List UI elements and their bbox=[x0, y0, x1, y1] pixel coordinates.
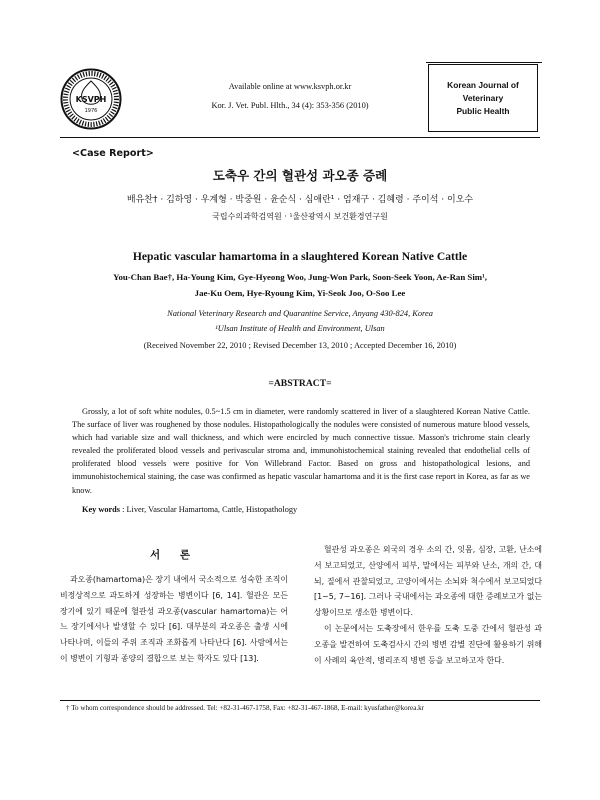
right-column bbox=[314, 542, 542, 668]
introduction-heading: 서 론 bbox=[150, 549, 198, 561]
affiliation-english-2: ¹Ulsan Institute of Health and Environment, Ulsan bbox=[215, 324, 385, 333]
intro-paragraph-3: 이 논문에서는 도축장에서 한우를 도축 도중 간에서 혈관성 과오종을 발견하여 도축검사시 간의 병변 감별 진단에 활용하기 위해 이 사례의 육안적, 병리조직 병변 등을 보고하고자 한다. bbox=[314, 623, 542, 665]
svg-text:KSVPH: KSVPH bbox=[75, 95, 107, 104]
keywords-line bbox=[82, 505, 532, 514]
authors-english-line-2: Jae-Ku Oem, Hye-Ryoung Kim, Yi-Seok Joo, O-Soo Lee bbox=[194, 288, 406, 298]
footnote-divider bbox=[60, 700, 540, 701]
abstract-heading: =ABSTRACT= bbox=[268, 378, 332, 389]
journal-name-line-1: Korean Journal of bbox=[447, 79, 519, 90]
title-korean: 도축우 간의 혈관성 과오종 증례 bbox=[212, 168, 388, 183]
journal-name-line-3: Public Health bbox=[456, 105, 510, 116]
article-type-label: <Case Report> bbox=[72, 148, 154, 159]
title-english: Hepatic vascular hamartoma in a slaughtered Korean Native Cattle bbox=[132, 250, 468, 263]
journal-citation: Kor. J. Vet. Publ. Hlth., 34 (4): 353-356 (2010) bbox=[211, 101, 369, 110]
authors-english-line-1: You-Chan Bae†, Ha-Young Kim, Gye-Hyeong Woo, Jung-Won Park, Soon-Seek Yoon, Ae-Ran Sim¹, bbox=[113, 272, 487, 282]
keywords-label: Key words bbox=[82, 505, 121, 514]
header-divider bbox=[60, 137, 540, 138]
left-column bbox=[60, 572, 288, 667]
intro-paragraph-1: 과오종(hamartoma)은 장기 내에서 국소적으로 성숙한 조직이 비정상적으로 과도하게 성장하는 병변이다 [6, 14]. 혈관은 모든 장기에 있기 때문에 혈관성 과오종(vascular hamartoma)는 어느 장기에서나 발생할 수 있다 [6]. 대부분의 과오종은 출생 시에 나타나며, 이들의 주위 조직과 조화롭게 나타난다 [6]. 사람에서는 이 병변이 기형과 종양의 결합으로 보는 학자도 있다 [13]. bbox=[60, 575, 288, 663]
journal-name-box bbox=[428, 64, 538, 132]
affiliation-korean: 국립수의과학검역원 · ¹울산광역시 보건환경연구원 bbox=[212, 212, 388, 221]
svg-text:1976: 1976 bbox=[84, 108, 98, 114]
society-logo-seal bbox=[60, 68, 122, 130]
keywords-list: : Liver, Vascular Hamartoma, Cattle, Histopathology bbox=[120, 505, 298, 514]
received-dates: (Received November 22, 2010 ; Revised December 13, 2010 ; Accepted December 16, 2010) bbox=[143, 341, 457, 350]
affiliation-english-1: National Veterinary Research and Quarantine Service, Anyang 430-824, Korea bbox=[167, 309, 433, 318]
correspondence-footnote: † To whom correspondence should be addressed. Tel: +82-31-467-1758, Fax: +82-31-467-1868, E-mail: kyusfather@korea.kr bbox=[66, 704, 425, 712]
intro-paragraph-2: 혈관성 과오종은 외국의 경우 소의 간, 잇몸, 심장, 고환, 난소에서 보고되었고, 산양에서 피부, 말에서는 피부와 난소, 개의 간, 대뇌, 질에서 관찰되었고, 고양이에서는 소뇌와 척수에서 보고되었다 [1~5, 7~16]. 그러나 국내에서는 과오종에 대한 증례보고가 없는 상황이므로 생소한 병변이다. bbox=[314, 545, 542, 618]
abstract-body: Grossly, a lot of soft white nodules, 0.5~1.5 cm in diameter, were randomly scattered in liver of a slaughtered Korean Native Cattle. The surface of liver was roughened by those nodules. Histopathologically the nodules were consisted of numerous mature blood vessels, which had variable size and wall thickness, and which were encircled by much connective tissue. Masson's trichrome stain clearly revealed the proliferated blood vessels and perivascular stroma and, immunohistochemical staining revealed that endothelial cells of proliferated blood vessels were positive for Von Willebrand Factor. Based on gross and histopathological lesions, and immunohistochemical staining, the case was confirmed as hepatic vascular hamartoma and it is the first case report in Korea, as far as we know. bbox=[72, 407, 530, 495]
available-online-text: Available online at www.ksvph.or.kr bbox=[228, 82, 352, 91]
journal-name-line-2: Veterinary bbox=[462, 92, 504, 103]
authors-korean: 배유찬† · 김하영 · 우계형 · 박중원 · 윤순식 · 심애란¹ · 엄재구 · 김혜령 · 주이석 · 이오수 bbox=[126, 195, 474, 205]
